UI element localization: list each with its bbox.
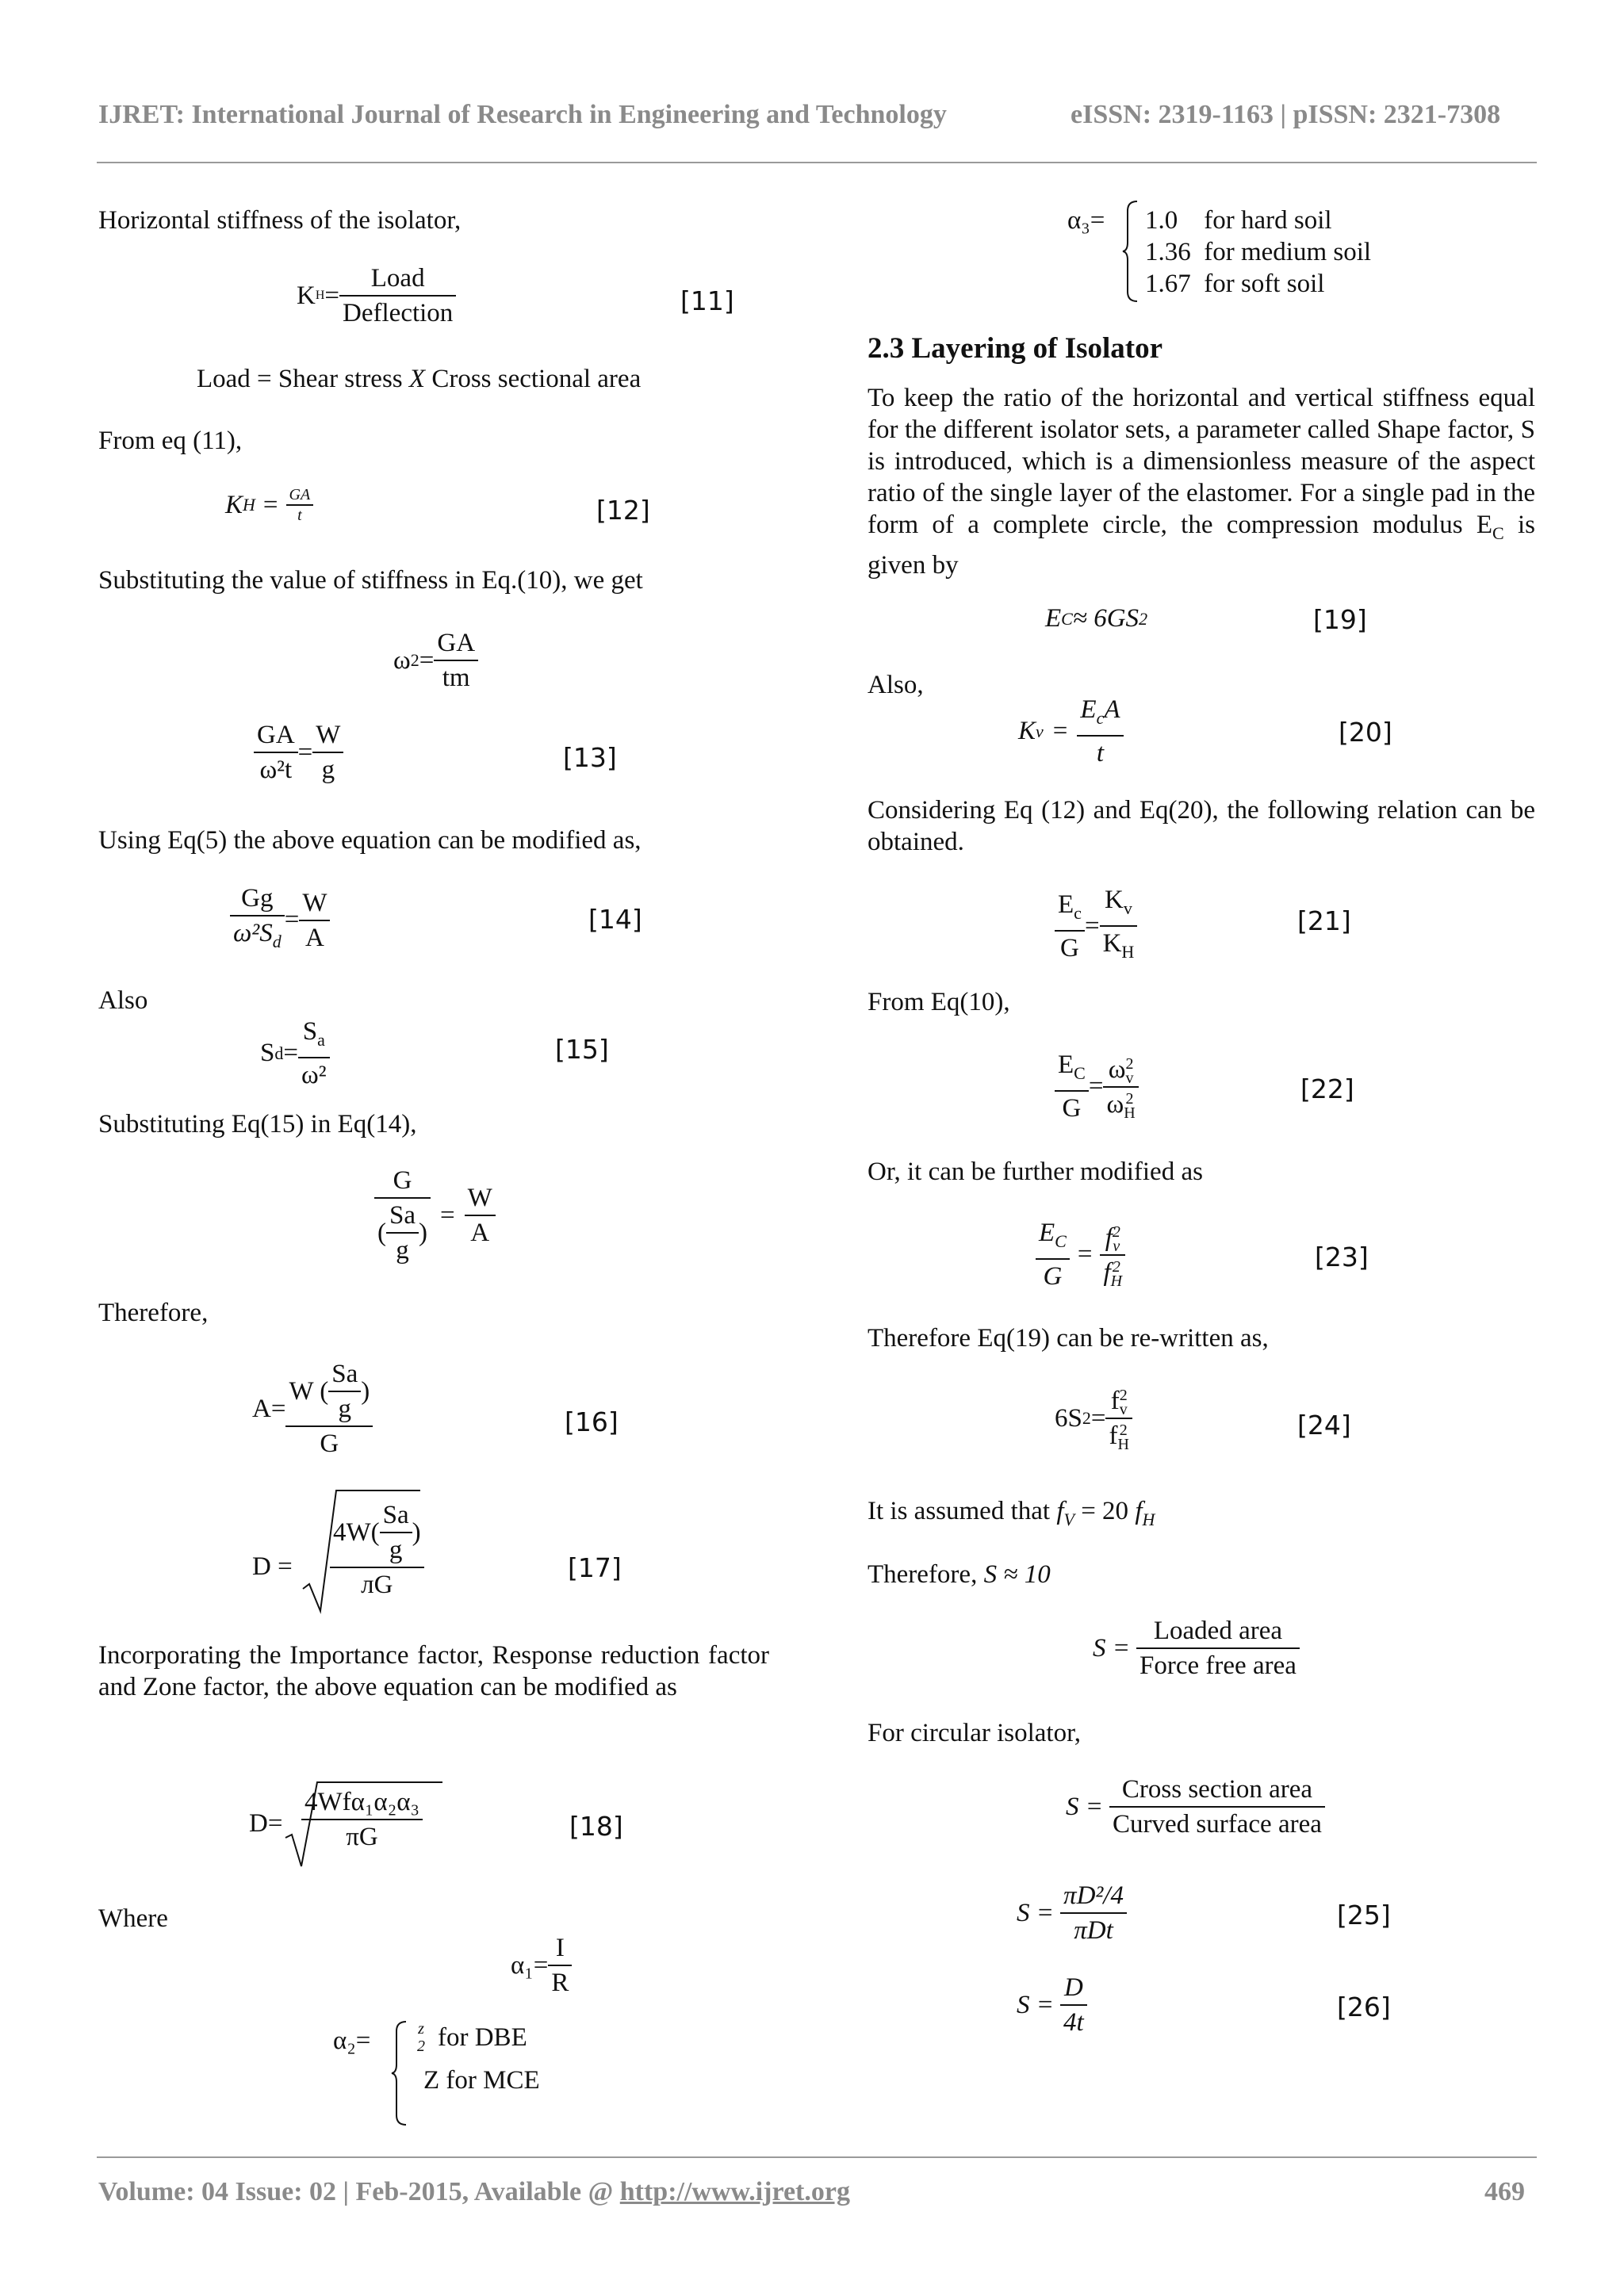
alpha2-lhs: α₂=: [333, 2026, 371, 2055]
inner-fraction: [328, 1357, 361, 1425]
numerator: GA: [434, 626, 478, 661]
paragraph-text: Therefore,: [868, 1560, 984, 1589]
paragraph: Incorporating the Importance factor, Response reduction factor and Zone factor, the above equation can be modified as: [98, 1641, 769, 1701]
denominator: ω²t: [259, 756, 293, 784]
paragraph: Using Eq(5) the above equation can be modified as,: [98, 826, 642, 855]
denominator: [1103, 1088, 1138, 1121]
d2-sub: H: [1121, 942, 1135, 962]
fraction: [230, 882, 285, 959]
fraction: [1136, 1614, 1300, 1682]
power: 2: [1125, 1089, 1134, 1108]
d-supsub: [1117, 1423, 1128, 1452]
fraction: [465, 1181, 496, 1249]
equation-16: [252, 1357, 373, 1460]
equation-number: [17]: [568, 1552, 622, 1583]
n2-supsub: [1125, 1054, 1134, 1087]
denominator: t: [1096, 739, 1105, 767]
denominator: G: [320, 1429, 339, 1458]
paragraph: [868, 1495, 1155, 1536]
n1: E: [1058, 890, 1074, 919]
denominator: [1100, 927, 1138, 969]
alpha2-case-1: [414, 2020, 527, 2055]
fraction: [330, 1498, 424, 1601]
numerator: [1103, 1053, 1138, 1088]
equation-11: [297, 262, 456, 330]
denominator: g: [389, 1536, 403, 1564]
denominator: [1105, 1419, 1132, 1452]
equation-number: [19]: [1313, 604, 1367, 635]
denominator: g: [321, 756, 335, 784]
numerator-b: A: [1104, 695, 1120, 724]
eq-equals: =: [283, 1039, 298, 1067]
d2-supsub: [1124, 1089, 1136, 1122]
eq-lhs-sup: 2: [1082, 1408, 1091, 1428]
numerator: [330, 1498, 424, 1568]
numerator: z: [418, 2020, 424, 2038]
equation-14: [230, 882, 330, 959]
equation-substituted: [374, 1164, 496, 1267]
equation-26: [1017, 1971, 1087, 2039]
numerator: [1036, 1216, 1070, 1260]
eq-lhs: S: [260, 1039, 275, 1067]
eq-equals: =: [1052, 717, 1068, 745]
fraction: [286, 485, 314, 525]
alpha1-equation: [511, 1931, 572, 1999]
paragraph: [868, 1559, 1051, 1590]
fraction: [1055, 1048, 1089, 1125]
n-sub: v: [1119, 1401, 1128, 1419]
fraction: [1077, 693, 1123, 770]
equation-21: [1055, 883, 1137, 969]
numerator: I: [548, 1931, 572, 1966]
fraction: [1103, 1053, 1138, 1121]
denominator: A: [304, 923, 324, 952]
alpha3-lhs: α₃=: [1067, 206, 1105, 235]
load-text-b: Cross sectional area: [425, 365, 642, 393]
left-brace: [1121, 200, 1140, 303]
fraction: [374, 1164, 431, 1267]
fraction: [254, 718, 298, 786]
equation-23: [1036, 1216, 1125, 1293]
numerator: [1100, 883, 1138, 927]
fraction: [298, 1015, 330, 1092]
numerator-b: ): [361, 1377, 370, 1406]
equation-20: [1018, 693, 1124, 770]
numerator-sub: a: [317, 1030, 325, 1050]
paragraph-text: It is assumed that: [868, 1497, 1057, 1525]
numerator: GA: [286, 485, 314, 506]
equation-25: [1017, 1879, 1127, 1947]
denominator: лG: [361, 1571, 393, 1599]
fraction: [339, 262, 456, 330]
paragraph: [868, 382, 1535, 581]
n1-sub: C: [1074, 1063, 1086, 1083]
equation-number: [11]: [680, 285, 734, 316]
eq-f: f: [1056, 1497, 1064, 1525]
eq-lhs-sub: H: [315, 289, 325, 302]
inner-fraction: [386, 1199, 419, 1267]
paren-open: (: [377, 1219, 386, 1247]
load-equation: [197, 363, 641, 395]
numerator: G: [374, 1164, 431, 1199]
n1: E: [1058, 1050, 1074, 1079]
denominator-main: ω²S: [233, 919, 273, 947]
equation-number: [22]: [1300, 1073, 1354, 1104]
numerator: Load: [339, 262, 456, 297]
numerator: [1100, 1221, 1125, 1256]
equation-22: [1055, 1048, 1139, 1125]
numerator: 4Wfα₁α₂α₃: [301, 1785, 423, 1820]
fraction: [1100, 883, 1138, 969]
denominator: ω²: [301, 1061, 327, 1089]
fraction: [414, 2020, 428, 2055]
denominator: [1100, 1256, 1125, 1289]
eq-equals: =: [262, 490, 278, 519]
numerator: [1055, 888, 1085, 932]
numerator-main: S: [302, 1017, 318, 1046]
fraction: [1100, 1221, 1125, 1289]
equation-13: [254, 718, 343, 786]
eq-f-sub: V: [1063, 1510, 1074, 1529]
d2-supsub: [1110, 1257, 1123, 1290]
paragraph-end: is given by: [868, 511, 1535, 580]
n2: ω: [1108, 1054, 1126, 1084]
paragraph: Where: [98, 1904, 168, 1933]
eq-lhs-sub: d: [274, 1043, 284, 1063]
eq-lhs: D =: [252, 1552, 293, 1581]
paragraph: Also: [98, 986, 148, 1015]
equation-number: [12]: [596, 495, 650, 526]
case-text: for DBE: [438, 2022, 527, 2052]
paragraph: Also,: [868, 671, 924, 699]
equation-number: [14]: [588, 904, 642, 935]
eq-lhs: K: [225, 490, 243, 519]
n2-sub: v: [1123, 898, 1132, 918]
denominator: Curved surface area: [1113, 1810, 1322, 1839]
paragraph: Therefore,: [98, 1299, 209, 1327]
numerator: W: [299, 886, 330, 921]
issn: eISSN: 2319-1163 | pISSN: 2321-7308: [1071, 100, 1501, 129]
numerator: [1055, 1048, 1089, 1092]
power: 2: [1112, 1257, 1120, 1276]
page-number: 469: [1484, 2177, 1525, 2206]
numerator: Sa: [380, 1498, 412, 1533]
paragraph: From Eq(10),: [868, 988, 1010, 1016]
power: 2: [1112, 1223, 1120, 1241]
equation-number: [20]: [1339, 717, 1392, 748]
section-heading: 2.3 Layering of Isolator: [868, 332, 1163, 365]
footer-volume: Volume: 04 Issue: 02 | Feb-2015, Available @: [98, 2177, 620, 2206]
fraction: [1036, 1216, 1070, 1293]
equation-18: [301, 1785, 423, 1854]
fraction: [1109, 1773, 1325, 1841]
fraction: [434, 626, 478, 695]
power: 2: [1119, 1387, 1128, 1405]
fraction: [548, 1931, 572, 1999]
power: 2: [1125, 1054, 1134, 1073]
paragraph: Substituting the value of stiffness in Eq.(10), we get: [98, 566, 643, 595]
n1-sub: c: [1074, 902, 1082, 923]
eq-equals: =: [1084, 911, 1100, 940]
eq-lhs: ω: [393, 645, 411, 675]
numerator: [1105, 1384, 1132, 1419]
numerator: Gg: [230, 882, 285, 916]
eq-equals: =: [419, 645, 435, 675]
numerator-a: 4W(: [333, 1518, 380, 1547]
equation-12: [225, 485, 313, 525]
equation-number: [15]: [555, 1034, 609, 1065]
fraction: [299, 886, 330, 955]
denominator: 4t: [1063, 2008, 1084, 2037]
denominator: 2: [417, 2038, 425, 2055]
eq-lhs: K: [1018, 717, 1036, 745]
denominator: g: [396, 1236, 409, 1265]
denominator: G: [1043, 1262, 1063, 1291]
eq-f: f: [1135, 1497, 1143, 1525]
paren-close: ): [419, 1219, 427, 1247]
equation-omega: [393, 626, 478, 695]
fraction: [285, 1357, 373, 1460]
equation-17-lhs: [252, 1552, 293, 1582]
load-text-a: Load = Shear stress: [197, 365, 409, 393]
n-supsub: [1120, 1388, 1128, 1417]
eq-lhs: K: [297, 281, 316, 310]
denominator: Deflection: [343, 299, 454, 327]
eq-equals: =: [1088, 1072, 1104, 1100]
eq-lhs: α₁=: [511, 1950, 549, 1980]
d-sub: H: [1117, 1436, 1129, 1454]
fraction: [1105, 1384, 1132, 1452]
numerator: [298, 1015, 330, 1058]
n2: K: [1105, 886, 1124, 914]
denominator: A: [470, 1219, 490, 1247]
denominator: R: [551, 1969, 569, 1997]
eq-f-sub: H: [1142, 1510, 1155, 1529]
equation-number: [26]: [1337, 1992, 1391, 2022]
n2: f: [1105, 1223, 1113, 1252]
alpha2-case-2: Z for MCE: [423, 2066, 540, 2095]
denominator: πG: [346, 1823, 378, 1851]
inline-equation: S ≈ 10: [983, 1560, 1051, 1589]
eq-lhs-sup: 2: [410, 650, 419, 670]
fraction: [301, 1785, 423, 1854]
equation-number: [24]: [1297, 1410, 1351, 1441]
eq-e-sub: C: [1061, 608, 1073, 629]
times-x: X: [408, 365, 426, 393]
d2: ω: [1106, 1089, 1124, 1119]
equation-shape-factor: [1093, 1614, 1300, 1682]
d: f: [1109, 1422, 1118, 1450]
eq-equals: =: [440, 1200, 455, 1230]
eq-equals: =: [1090, 1403, 1106, 1433]
eq-sup: 2: [1139, 608, 1148, 629]
equation-number: [16]: [565, 1406, 619, 1437]
numerator: πD²/4: [1060, 1879, 1127, 1914]
numerator-b: ): [412, 1518, 421, 1547]
eq-equals: =: [284, 905, 300, 934]
numerator: W: [465, 1181, 496, 1216]
paragraph: From eq (11),: [98, 427, 243, 455]
eq-lhs-sub: v: [1036, 721, 1044, 741]
denominator: [374, 1199, 431, 1267]
paragraph: Or, it can be further modified as: [868, 1158, 1203, 1186]
footer-text: [98, 2177, 850, 2207]
fraction: [312, 718, 343, 786]
n2-sub: v: [1113, 1237, 1120, 1255]
footer-rule: [97, 2156, 1537, 2158]
eq-equals: =: [297, 737, 313, 767]
numerator-e: E: [1080, 695, 1097, 724]
d2: f: [1103, 1257, 1111, 1287]
eq-lhs-sub: H: [243, 495, 255, 515]
alpha3-row: 1.67 for soft soil: [1145, 270, 1325, 298]
n: f: [1110, 1387, 1120, 1415]
numerator: Cross section area: [1109, 1773, 1325, 1808]
paragraph-text: To keep the ratio of the horizontal and vertical stiffness equal for the different isolator sets, a parameter called Shape factor, S is introduced, which is a dimensionless measure of the aspect ratio of the single layer of the elastomer. For a single pad in the form of a complete circle, the compression modulus E: [868, 384, 1535, 539]
fraction: [1060, 1971, 1087, 2039]
d2-sub: H: [1110, 1272, 1123, 1290]
eq-lhs: S =: [1093, 1633, 1131, 1663]
equation-24: [1055, 1384, 1132, 1452]
equation-number: [13]: [563, 742, 617, 773]
eq-equals: =: [324, 281, 340, 310]
numerator: [285, 1357, 373, 1427]
equation-18-lhs: [249, 1809, 282, 1839]
paragraph: Horizontal stiffness of the isolator,: [98, 206, 462, 235]
denominator: G: [1062, 1094, 1082, 1123]
eq-lhs: D=: [249, 1809, 283, 1838]
eq-lhs: S =: [1066, 1792, 1104, 1821]
fraction: [1060, 1879, 1127, 1947]
numerator: Loaded area: [1136, 1614, 1300, 1649]
numerator: D: [1060, 1971, 1087, 2006]
numerator: GA: [254, 718, 298, 753]
numerator: W: [312, 718, 343, 753]
alpha3-row: 1.0 for hard soil: [1145, 206, 1332, 235]
eq-lhs: A=: [252, 1394, 286, 1423]
d2: K: [1102, 929, 1122, 958]
eq-equals: =: [1077, 1240, 1093, 1269]
eq-lhs: 6S: [1055, 1403, 1082, 1433]
paragraph: Therefore Eq(19) can be re-written as,: [868, 1324, 1269, 1353]
equation-19: [1045, 604, 1147, 633]
equation-shape-factor-circular: [1066, 1773, 1325, 1841]
equation-17: [330, 1498, 424, 1601]
denominator: Force free area: [1139, 1651, 1297, 1680]
equation-number: [23]: [1315, 1242, 1369, 1272]
denominator: [230, 916, 285, 959]
left-brace: [390, 2020, 409, 2126]
alpha3-row: 1.36 for medium soil: [1145, 238, 1372, 266]
fraction: [1055, 888, 1085, 965]
denominator: G: [1060, 933, 1079, 962]
paragraph: For circular isolator,: [868, 1719, 1082, 1747]
n1-sub: C: [1055, 1231, 1067, 1251]
eq-e: E: [1045, 604, 1062, 633]
denominator-sub: d: [272, 932, 282, 951]
n2-supsub: [1113, 1225, 1120, 1253]
numerator: [1077, 693, 1123, 737]
eq-lhs: S =: [1017, 1990, 1055, 2019]
denominator: tm: [442, 664, 470, 692]
n1: E: [1039, 1219, 1055, 1247]
eq-rest: ≈ 6GS: [1072, 604, 1139, 633]
header-rule: [97, 162, 1537, 163]
d2-sub: H: [1124, 1104, 1136, 1122]
power: 2: [1119, 1422, 1128, 1440]
denominator: πDt: [1074, 1916, 1113, 1945]
equation-number: [21]: [1297, 905, 1351, 936]
journal-title: IJRET: International Journal of Research in Engineering and Technology: [98, 100, 947, 129]
equation-number: [25]: [1337, 1900, 1391, 1931]
equation-15: [260, 1015, 330, 1092]
inner-fraction: [380, 1498, 412, 1567]
numerator-sub: c: [1096, 708, 1105, 728]
footer-link[interactable]: http://www.ijret.org: [619, 2177, 850, 2206]
n2-sub: v: [1125, 1069, 1134, 1087]
denominator: g: [338, 1395, 351, 1423]
paragraph-sub: C: [1492, 523, 1504, 543]
eq-mid: = 20: [1074, 1497, 1136, 1525]
eq-lhs: S =: [1017, 1898, 1055, 1927]
equation-number: [18]: [569, 1811, 623, 1842]
denominator: t: [297, 507, 302, 524]
numerator: Sa: [386, 1199, 419, 1234]
numerator: Sa: [328, 1357, 361, 1392]
paragraph: Substituting Eq(15) in Eq(14),: [98, 1110, 417, 1138]
paragraph: Considering Eq (12) and Eq(20), the following relation can be obtained.: [868, 796, 1535, 856]
numerator-a: W (: [289, 1377, 329, 1406]
